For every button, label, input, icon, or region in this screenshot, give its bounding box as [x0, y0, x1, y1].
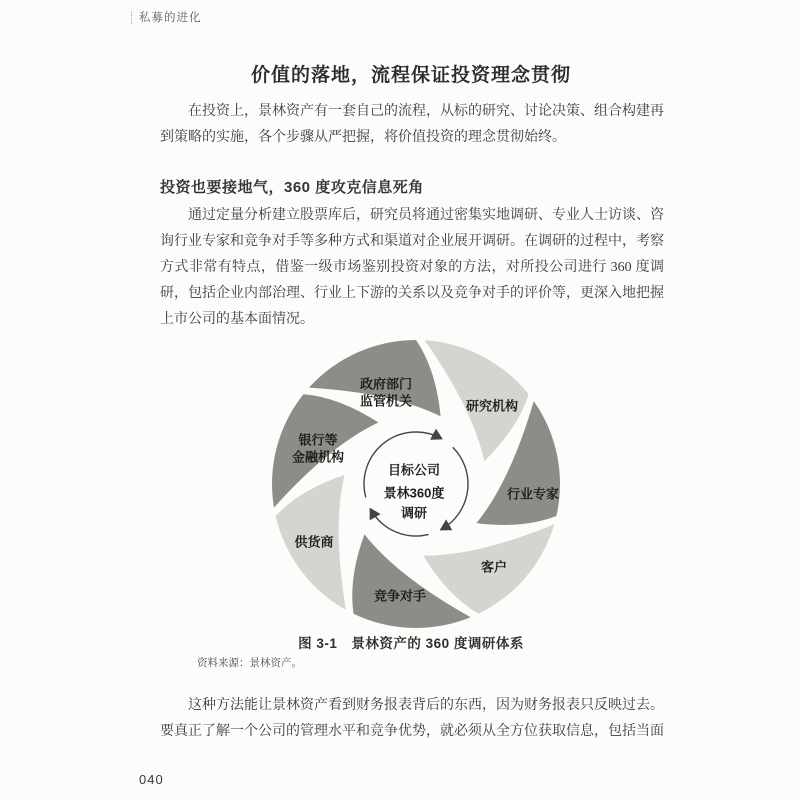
pinwheel-blades — [272, 340, 560, 628]
figure-caption: 图 3-1 景林资产的 360 度调研体系 — [298, 636, 524, 651]
center-label-line: 调研 — [400, 505, 428, 521]
blade-label: 金融机构 — [291, 449, 345, 465]
blade-label: 行业专家 — [506, 486, 560, 502]
pinwheel-svg — [260, 328, 572, 640]
blade-label: 政府部门 — [359, 376, 413, 392]
paragraph-method: 这种方法能让景林资产看到财务报表背后的东西，因为财务报表只反映过去。要真正了解一个公司的管理水平和竞争优势，就必须从全方位获取信息，包括当面 — [160, 698, 664, 739]
blade-label: 客户 — [480, 559, 508, 575]
pinwheel-center-label — [384, 463, 445, 521]
page-number: 040 — [139, 772, 164, 787]
blade-label: 银行等 — [298, 432, 338, 448]
blade-label: 研究机构 — [465, 398, 519, 414]
blade-label: 监管机关 — [359, 393, 413, 409]
page-header-text: 私募的进化 — [139, 12, 202, 24]
blade-label: 供货商 — [294, 534, 334, 550]
circular-arrow-icon — [442, 447, 468, 529]
figure-source: 资料来源：景林资产。 — [197, 658, 302, 669]
center-label-line: 景林360度 — [383, 485, 445, 501]
figure-pinwheel — [260, 328, 572, 640]
page-header — [131, 9, 202, 25]
paragraph-research: 通过定量分析建立股票库后，研究员将通过密集实地调研、专业人士访谈、咨询行业专家和竞争对手等多种方式和渠道对企业展开调研。在调研的过程中，考察方式非常有特点，借鉴一级市场鉴别投资对象的方法，对所投公司进行 360 度调研，包括企业内部治理、行业上下游的关系以及竞争对手的评价等，更深入地把握上市公司的基本面情况。 — [160, 208, 664, 327]
page-title: 价值的落地，流程保证投资理念贯彻 — [250, 65, 571, 86]
blade-label: 竞争对手 — [373, 588, 427, 604]
section-heading: 投资也要接地气，360 度攻克信息死角 — [160, 179, 424, 196]
header-dotted-mark — [131, 11, 132, 24]
paragraph-intro: 在投资上，景林资产有一套自己的流程，从标的研究、讨论决策、组合构建再到策略的实施，各个步骤从严把握，将价值投资的理念贯彻始终。 — [160, 104, 664, 145]
center-label-line: 目标公司 — [387, 462, 441, 478]
